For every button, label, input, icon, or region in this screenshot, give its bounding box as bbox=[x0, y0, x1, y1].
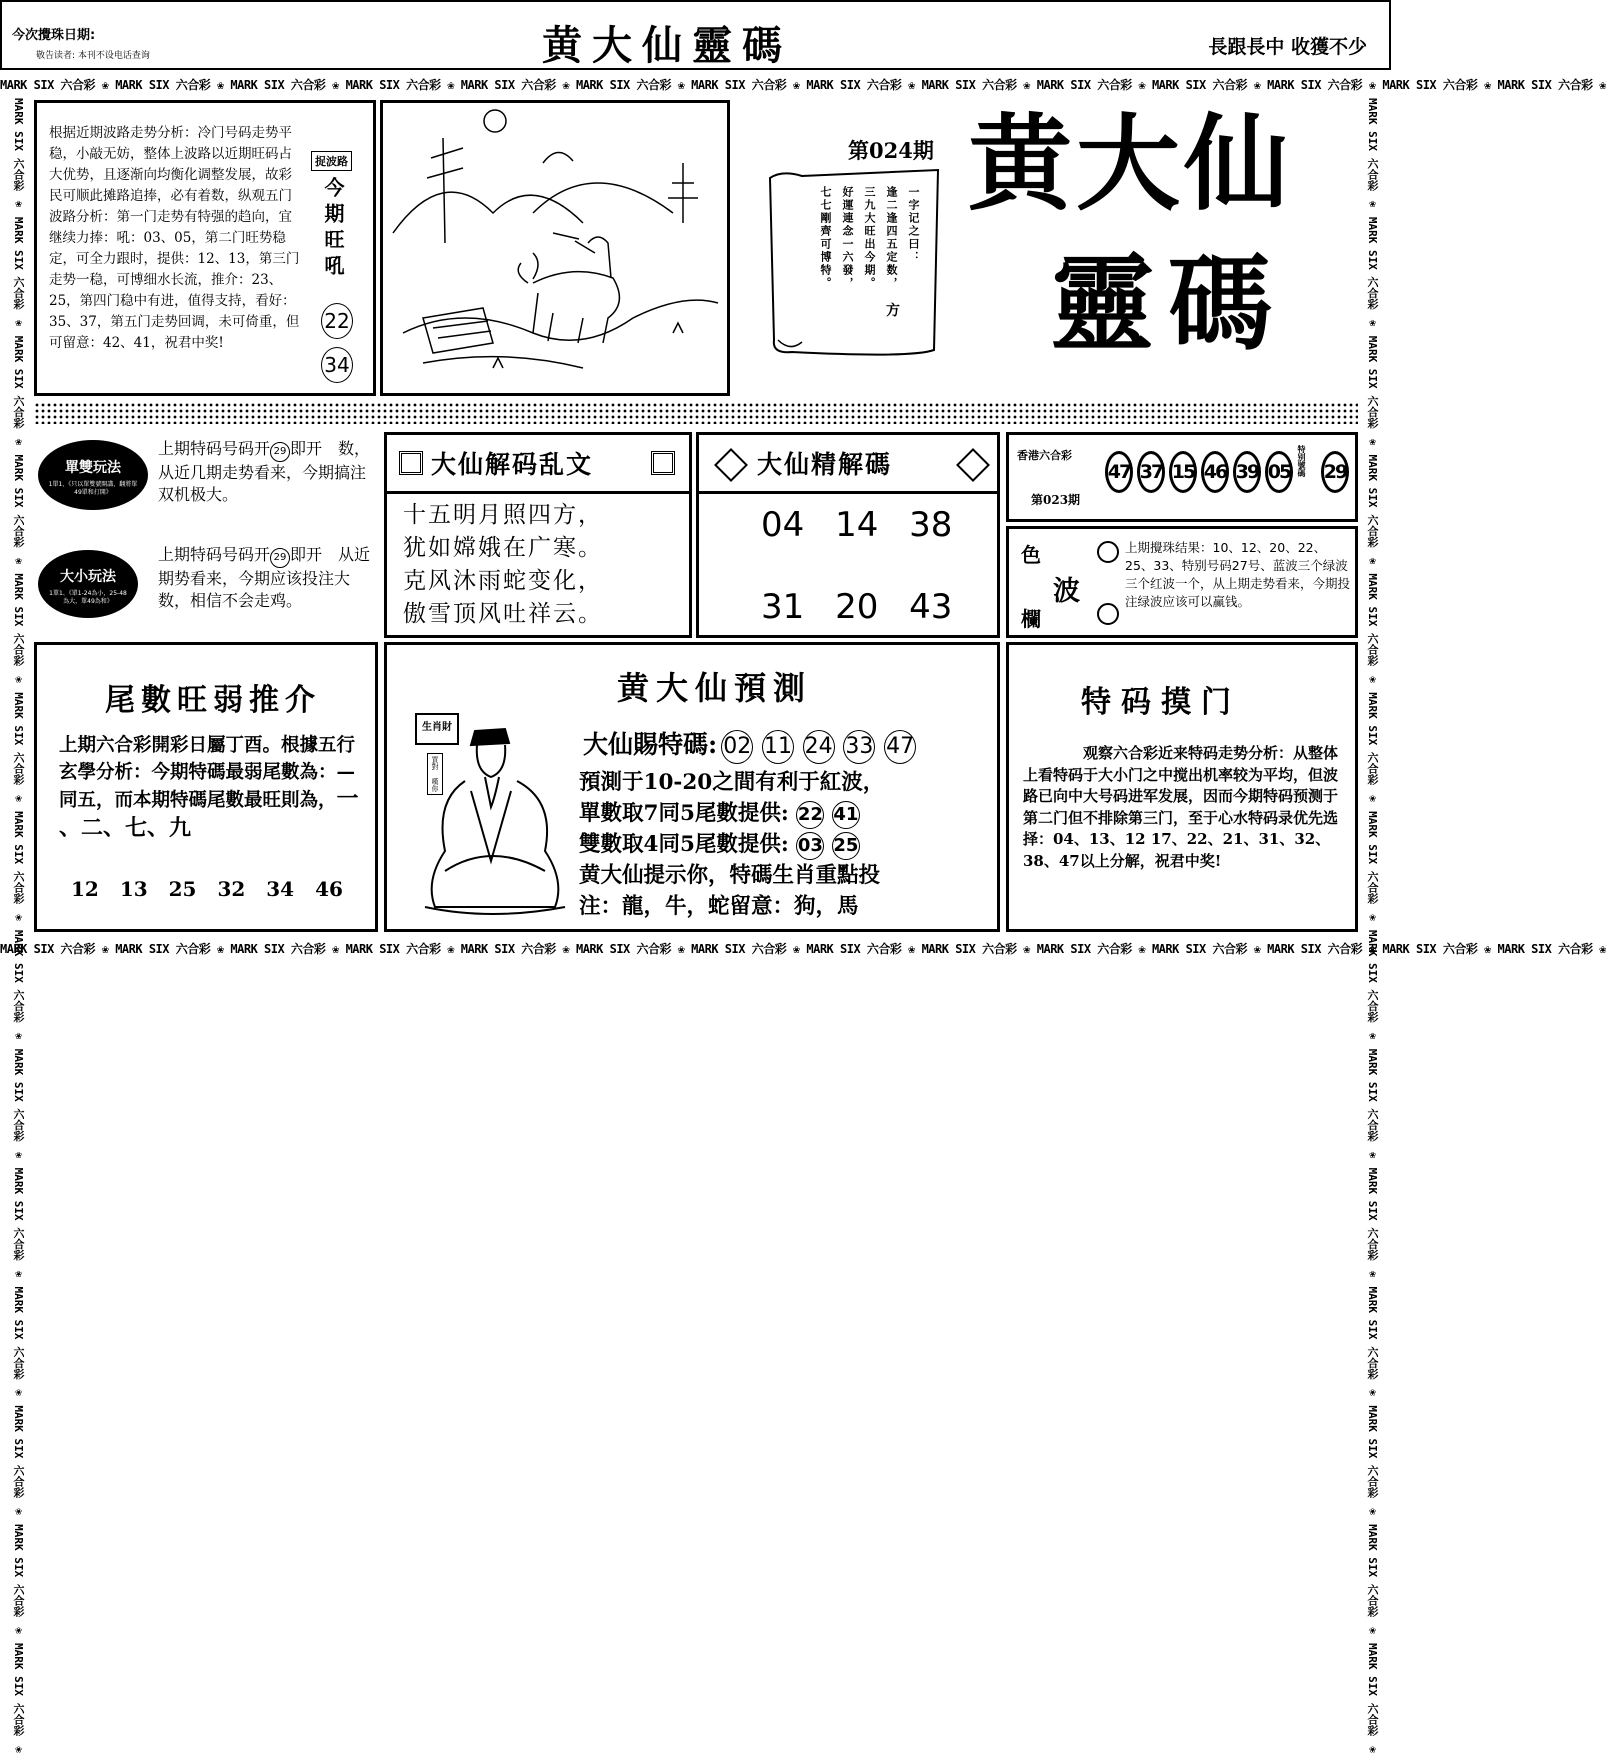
landscape-illustration-box bbox=[380, 100, 730, 396]
seal-text: 生肖財 bbox=[422, 722, 452, 733]
poem-line-2: 逢二逢四五定数， bbox=[885, 186, 898, 290]
bottom-frame-band: MARK SIX 六合彩 ❀ MARK SIX 六合彩 ❀ MARK SIX 六合彩 ❀ MARK SIX 六合彩 ❀ MARK SIX 六合彩 ❀ MARK SIX 六合彩 ❀ MARK SIX 六合彩 ❀ MARK SIX 六合彩 ❀ MARK SIX 六合彩 ❀ MARK SIX 六合彩 ❀ MARK SIX 六合彩 ❀ MARK SIX 六合彩 ❀ MARK SIX 六合彩 ❀ MARK SIX 六合彩 ❀ bbox=[0, 942, 1606, 956]
diamond-ornament-right-icon bbox=[956, 448, 990, 482]
big-small-label: 大小玩法 bbox=[60, 569, 116, 585]
analysis-box bbox=[34, 100, 376, 396]
left-frame-band: MARK SIX 六合彩 ❀ MARK SIX 六合彩 ❀ MARK SIX 六合彩 ❀ MARK SIX 六合彩 ❀ MARK SIX 六合彩 ❀ MARK SIX 六合彩 ❀ MARK SIX 六合彩 ❀ MARK SIX 六合彩 ❀ MARK SIX 六合彩 ❀ MARK SIX 六合彩 ❀ MARK SIX 六合彩 ❀ MARK SIX 六合彩 ❀ MARK SIX 六合彩 ❀ MARK SIX 六合彩 ❀ bbox=[12, 98, 25, 1755]
color-wave-char-2: 波 bbox=[1053, 576, 1080, 607]
sage-illustration bbox=[405, 721, 575, 921]
riddle-line-2: 犹如嫦娥在广寒。 bbox=[403, 535, 603, 561]
analysis-text: 根据近期波路走势分析：冷门号码走势平稳，小敲无妨，整体上波路以近期旺码占大优势，且逐渐向均衡化调整发展，故彩民可顺此摊路追捧，必有着数，纵观五门波路分析：第一门走势有特强的趋向，宜继续力捧：吼：03、05，第二门旺势稳定，可全力跟时，提供：12、13，第三门走势一稳，可博细水长流，推介：23、25，第四门稳中有进，值得支持，看好：35、37，第五门走势回调，未可倚重，但可留意：42、41，祝君中奖! bbox=[49, 125, 300, 351]
riddle-header bbox=[387, 435, 689, 494]
big-title-line2: 靈碼 bbox=[1050, 242, 1287, 365]
header bbox=[0, 0, 1391, 70]
riddle-line-1: 十五明月照四方， bbox=[403, 502, 603, 528]
odd-even-text bbox=[158, 438, 372, 506]
odd-even-badge bbox=[38, 440, 148, 510]
analysis-tag: 捉波路 bbox=[311, 151, 352, 171]
precise-row-2 bbox=[761, 587, 952, 627]
analysis-vertical-title: 今期旺吼 bbox=[321, 177, 345, 281]
odd-even-ref: 29 bbox=[270, 442, 290, 462]
precise-row-1 bbox=[761, 505, 952, 545]
prediction-line-1: 預測于10-20之間有利于紅波， bbox=[579, 770, 885, 795]
herdboy-ox-illustration bbox=[383, 103, 727, 393]
gate-text: 观察六合彩近来特码走势分析：从整体上看特码于大小门之中搅出机率较为平均，但波路已向中大号码进军发展，因而今期特码预测于第二门但不排除第三门，至于心水特码录优先选择：04、13、12 17、22、21、31、32、38、47以上分解，祝君中奖! bbox=[1023, 744, 1339, 870]
result-ball-2: 37 bbox=[1137, 451, 1165, 493]
result-ball-1: 47 bbox=[1105, 451, 1133, 493]
precise-number: 04 bbox=[761, 505, 805, 545]
hk-results-issue: 第023期 bbox=[1031, 493, 1081, 507]
hk-results-box bbox=[1006, 432, 1358, 522]
color-wave-char-3: 欄 bbox=[1021, 607, 1041, 631]
poem-line-4: 好運連念一六發， bbox=[841, 186, 854, 290]
big-small-sub: 1單1、《單1-24為小，25-48為大，單49為和》 bbox=[49, 590, 127, 605]
precise-number: 43 bbox=[909, 587, 953, 627]
gift-number: 33 bbox=[843, 730, 875, 764]
poem-line-3: 三九大旺出今期。 bbox=[863, 186, 876, 290]
riddle-title: 大仙解码乱文 bbox=[431, 450, 594, 479]
circle-marker-top-icon bbox=[1097, 541, 1119, 563]
top-frame-band: MARK SIX 六合彩 ❀ MARK SIX 六合彩 ❀ MARK SIX 六合彩 ❀ MARK SIX 六合彩 ❀ MARK SIX 六合彩 ❀ MARK SIX 六合彩 ❀ MARK SIX 六合彩 ❀ MARK SIX 六合彩 ❀ MARK SIX 六合彩 ❀ MARK SIX 六合彩 ❀ MARK SIX 六合彩 ❀ MARK SIX 六合彩 ❀ MARK SIX 六合彩 ❀ MARK SIX 六合彩 ❀ bbox=[0, 78, 1606, 92]
odd-tail-number: 22 bbox=[796, 801, 824, 829]
odd-even-sub: 1單1、《只以單雙號開講，翻將單49單和打開》 bbox=[48, 481, 138, 496]
prediction-line-4: 黄大仙提示你，特碼生肖重點投 bbox=[579, 863, 881, 888]
gate-title: 特码摸门 bbox=[1081, 685, 1241, 720]
gift-label: 大仙賜特碼: bbox=[583, 730, 718, 759]
odd-even-text-line1: 上期特码号码开 bbox=[158, 439, 271, 458]
precise-number: 31 bbox=[761, 587, 805, 627]
result-ball-4: 46 bbox=[1201, 451, 1229, 493]
dotted-divider bbox=[34, 402, 1358, 424]
special-label: 特别號碼 bbox=[1297, 445, 1307, 477]
gift-row bbox=[583, 725, 916, 764]
big-small-section bbox=[34, 540, 378, 640]
gift-number: 47 bbox=[884, 730, 916, 764]
issue-number: 第024期 bbox=[848, 138, 934, 163]
precise-title: 大仙精解碼 bbox=[757, 450, 893, 479]
big-small-badge bbox=[38, 550, 138, 618]
tail-number: 12 bbox=[71, 877, 99, 901]
square-ornament-left-icon bbox=[399, 451, 423, 475]
square-ornament-right-icon bbox=[651, 451, 675, 475]
odd-tail-number: 41 bbox=[832, 801, 860, 829]
tail-number: 32 bbox=[217, 877, 246, 901]
analysis-number-1: 22 bbox=[321, 303, 353, 339]
poem-last-char: 方 bbox=[886, 303, 900, 319]
odd-even-text-rest: 即开 数，从近几期走势看来，今期搞注双机极大。 bbox=[158, 439, 371, 504]
gift-number: 11 bbox=[762, 730, 794, 764]
tail-number: 34 bbox=[266, 877, 295, 901]
special-ball: 29 bbox=[1321, 451, 1349, 493]
precise-number: 38 bbox=[909, 505, 953, 545]
big-small-ref: 29 bbox=[270, 548, 290, 568]
riddle-box bbox=[384, 432, 692, 638]
result-ball-3: 15 bbox=[1169, 451, 1197, 493]
seal-sub: 買對 嘆你 bbox=[427, 753, 443, 795]
prediction-lines bbox=[579, 767, 884, 922]
poem-line-1: 一字记之曰： bbox=[907, 186, 920, 264]
precise-number: 14 bbox=[835, 505, 879, 545]
prediction-line-5: 注：龍，牛，蛇留意：狗，馬 bbox=[579, 894, 859, 919]
tail-title: 尾數旺弱推介 bbox=[105, 683, 321, 718]
even-tail-number: 03 bbox=[796, 832, 824, 860]
result-ball-5: 39 bbox=[1233, 451, 1261, 493]
big-small-text-rest: 即开 从近期势看来，今期应该投注大数，相信不会走鸡。 bbox=[158, 545, 371, 610]
odd-even-label: 單雙玩法 bbox=[65, 460, 121, 476]
poem-scroll bbox=[762, 162, 946, 362]
even-tail-label: 雙數取4同5尾數提供: bbox=[579, 832, 789, 857]
prediction-line-3 bbox=[579, 829, 884, 860]
tail-box bbox=[34, 642, 378, 932]
tail-text bbox=[59, 733, 373, 843]
diamond-ornament-left-icon bbox=[714, 448, 748, 482]
even-tail-number: 25 bbox=[832, 832, 860, 860]
header-title: 黄大仙靈碼 bbox=[542, 22, 792, 69]
tail-body: 上期六合彩開彩日屬丁酉。根據五行玄學分析：今期特碼最弱尾數為：—同五，而本期特碼尾數最旺則為， bbox=[59, 735, 356, 811]
big-small-text bbox=[158, 544, 372, 612]
analysis-number-2: 34 bbox=[321, 347, 353, 383]
riddle-line-4: 傲雪顶风吐祥云。 bbox=[403, 601, 603, 627]
tail-number: 13 bbox=[119, 877, 148, 901]
color-wave-box bbox=[1006, 526, 1358, 638]
gate-box bbox=[1006, 642, 1358, 932]
header-slogan: 長跟長中 收獲不少 bbox=[1208, 36, 1367, 58]
draw-date-label: 今次攪珠日期: bbox=[12, 28, 96, 43]
circle-marker-bottom-icon bbox=[1097, 603, 1119, 625]
odd-even-section bbox=[34, 432, 378, 532]
poem-lines bbox=[814, 186, 924, 326]
hk-results-label: 香港六合彩 bbox=[1017, 449, 1072, 462]
right-frame-band: MARK SIX 六合彩 ❀ MARK SIX 六合彩 ❀ MARK SIX 六合彩 ❀ MARK SIX 六合彩 ❀ MARK SIX 六合彩 ❀ MARK SIX 六合彩 ❀ MARK SIX 六合彩 ❀ MARK SIX 六合彩 ❀ MARK SIX 六合彩 ❀ MARK SIX 六合彩 ❀ MARK SIX 六合彩 ❀ MARK SIX 六合彩 ❀ MARK SIX 六合彩 ❀ MARK SIX 六合彩 ❀ bbox=[1366, 98, 1379, 1755]
color-wave-text: 上期攪珠结果：10、12、20、22、25、33、特别号码27号、蓝波三个绿波三个红波一个，从上期走势看来，今期投注绿波应该可以赢钱。 bbox=[1125, 540, 1351, 609]
odd-tail-label: 單數取7同5尾數提供: bbox=[579, 801, 789, 826]
tail-hot-digits: 一 、二、七、九 bbox=[59, 786, 359, 841]
tail-number: 25 bbox=[168, 877, 197, 901]
precise-header bbox=[699, 435, 997, 494]
poem-line-5: 七七剛齊可博特。 bbox=[819, 186, 832, 290]
notice-text: 敬告读者: 本刊不设电话查询 bbox=[36, 51, 150, 61]
gift-number: 24 bbox=[803, 730, 835, 764]
big-title-line1: 黄大仙 bbox=[968, 102, 1293, 225]
prediction-line-2 bbox=[579, 798, 884, 829]
prediction-title: 黄大仙預測 bbox=[617, 669, 813, 707]
riddle-lines bbox=[403, 499, 603, 631]
tail-numbers bbox=[71, 877, 343, 901]
prediction-box bbox=[384, 642, 1000, 932]
big-small-text-line1: 上期特码号码开 bbox=[158, 545, 271, 564]
result-ball-6: 05 bbox=[1265, 451, 1293, 493]
precise-number: 20 bbox=[835, 587, 879, 627]
color-wave-char-1: 色 bbox=[1021, 543, 1041, 567]
tail-number: 46 bbox=[315, 877, 343, 901]
precise-box bbox=[696, 432, 1000, 638]
gift-number: 02 bbox=[721, 730, 753, 764]
riddle-line-3: 克风沐雨蛇变化， bbox=[403, 568, 603, 594]
